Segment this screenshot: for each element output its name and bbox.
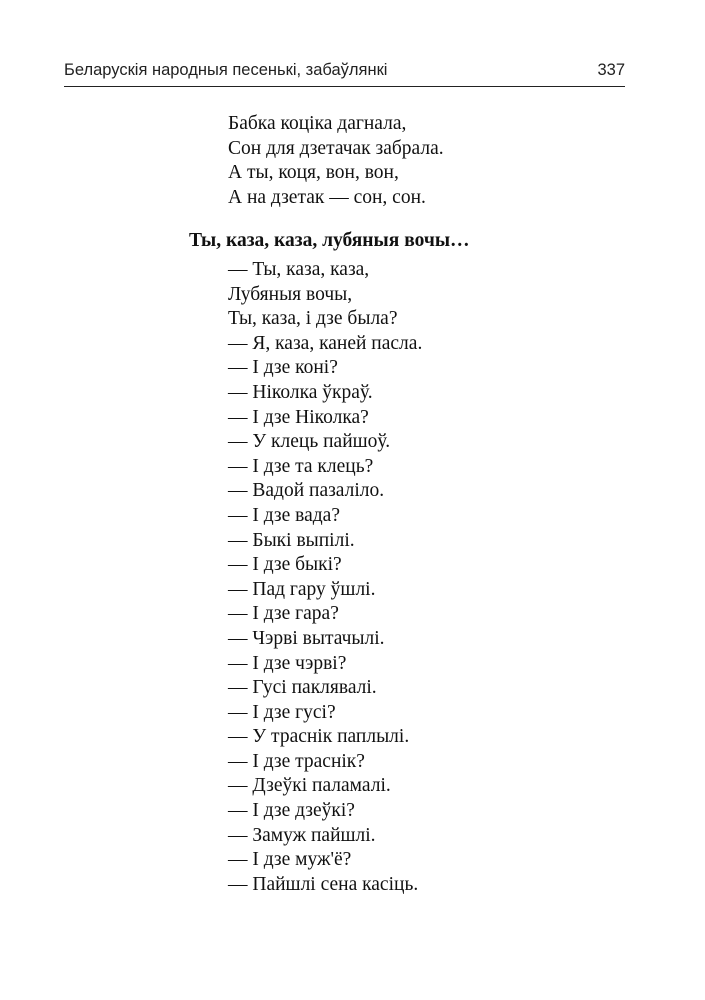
song-verse [228,258,422,897]
verse-line: Лубяныя вочы, [228,283,353,305]
verse-line: А ты, коця, вон, вон, [228,162,399,184]
verse-line: — І дзе чэрві? [228,652,347,674]
verse-line: А на дзетак — сон, сон. [228,186,426,208]
verse-line: — Быкі выпілі. [228,529,355,551]
verse-line: — І дзе муж'ё? [228,849,352,871]
verse-line: — І дзе та клець? [228,455,374,477]
verse-line: — І дзе вада? [228,504,340,526]
verse-line: — Пайшлі сена касіць. [228,873,419,895]
verse-line: — І дзе коні? [228,357,338,379]
verse-line: — Пад гару ўшлі. [228,578,376,600]
verse-line: Ты, каза, і дзе была? [228,308,398,330]
verse-line: — Вадой пазаліло. [228,480,385,502]
verse-line: — І дзе траснік? [228,750,365,772]
verse-line: — У клець пайшоў. [228,431,391,453]
verse-line: — Дзеўкі паламалі. [228,775,391,797]
running-header [64,58,625,87]
verse-line: Бабка коціка дагнала, [228,113,407,134]
verse-line: — І дзе Ніколка? [228,406,369,428]
verse-line: — Замуж пайшлі. [228,824,376,846]
verse-line: — І дзе гара? [228,603,339,625]
verse-line: — І дзе гусі? [228,701,336,723]
verse-line: — Ты, каза, каза, [228,259,370,280]
verse-line: — Я, каза, каней пасла. [228,332,423,354]
verse-line: — Гусі паклявалі. [228,677,377,699]
verse-line: — У траснік паплылі. [228,726,410,748]
previous-stanza [228,112,444,210]
verse-line: Сон для дзетачак забрала. [228,137,444,159]
song-title: Ты, каза, каза, лубяныя вочы… [189,230,470,251]
book-title: Беларускія народныя песенькі, забаўлянкі [64,61,388,79]
verse-line: — Чэрві вытачылі. [228,627,385,649]
verse-line: — Ніколка ўкраў. [228,381,373,403]
verse-line: — І дзе дзеўкі? [228,800,355,822]
page-number: 337 [597,61,625,79]
verse-line: — І дзе быкі? [228,554,342,576]
